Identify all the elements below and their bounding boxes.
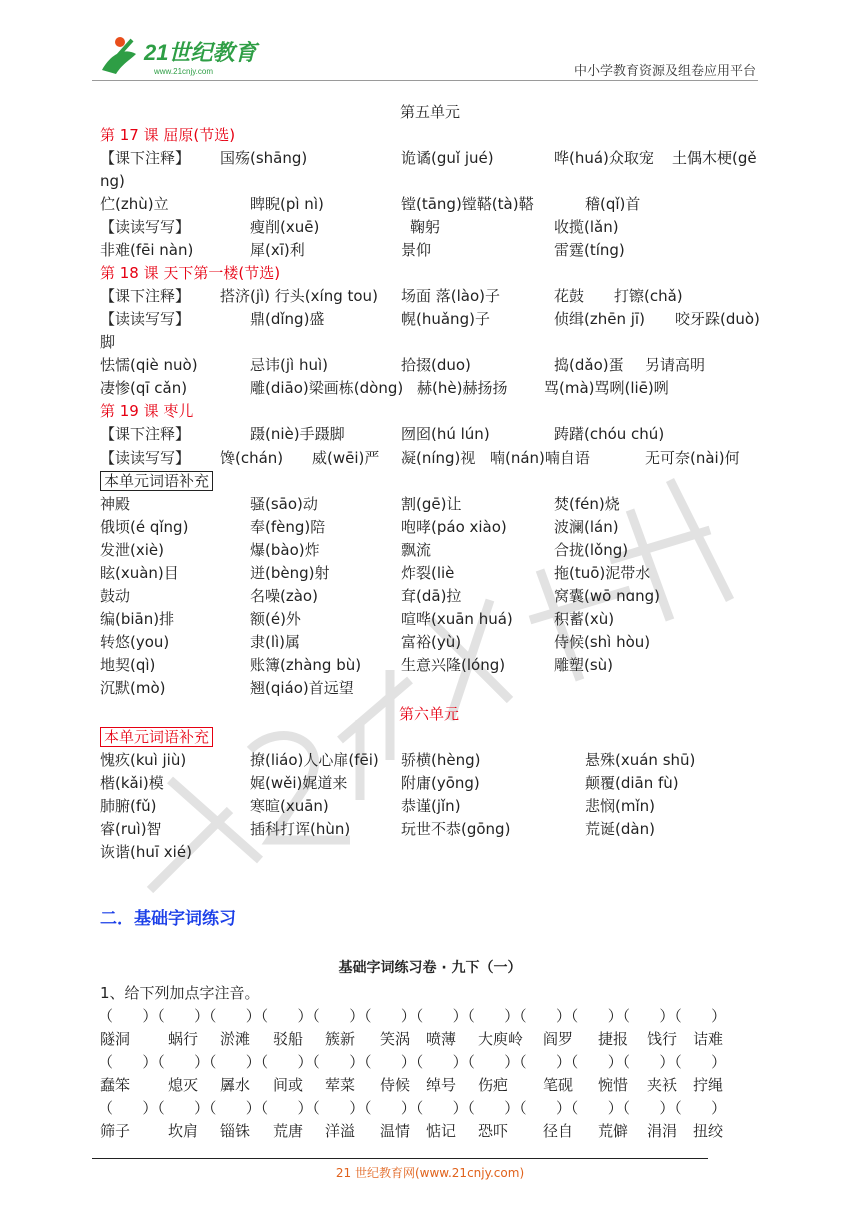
- supplement-row: [0, 608, 860, 630]
- cell: 怯懦(qiè nuò): [100, 356, 198, 374]
- header-slogan: 中小学教育资源及组卷应用平台: [573, 64, 756, 79]
- unit5-supplement-title: [100, 470, 213, 492]
- cell: 蹑(niè)手蹑脚: [250, 425, 345, 443]
- supplement-row: [0, 749, 860, 771]
- cell: 【读读写写】: [100, 449, 191, 467]
- word-cell: 荒诞(dàn): [585, 820, 655, 838]
- unit5-title: 第五单元: [399, 103, 460, 121]
- answer-blanks-row: [0, 1051, 860, 1073]
- page-header: [0, 0, 860, 90]
- unit6-supplement-title: [100, 726, 213, 748]
- lesson17-row3: [0, 216, 860, 238]
- cell: 诡谲(guǐ jué): [401, 149, 494, 167]
- cell: 赫(hè)赫扬扬: [417, 379, 508, 397]
- cell: 喃(nán)喃自语: [490, 449, 590, 467]
- supplement-row: [0, 539, 860, 561]
- word-cell: 拖(tuō)泥带水: [554, 564, 651, 582]
- supplement-row: [0, 772, 860, 794]
- word-cell: 肺腑(fǔ): [100, 797, 157, 815]
- cell: 雷霆(tíng): [554, 241, 625, 259]
- cell: 凄惨(qī cǎn): [100, 379, 188, 397]
- cell: 土偶木梗(gě: [672, 149, 757, 167]
- cell: 【课下注释】: [100, 287, 191, 305]
- word-cell: 附庸(yōng): [401, 774, 480, 792]
- cell: 幌(huǎng)子: [401, 310, 490, 328]
- word-cell: 洋溢: [325, 1122, 356, 1140]
- word-cell: 诙谐(huī xié): [100, 843, 192, 861]
- word-cell: 笑涡: [380, 1030, 411, 1048]
- cell: 拾掇(duo): [401, 356, 471, 374]
- word-cell: 耷(dā)拉: [401, 587, 462, 605]
- word-cell: 侍候(shì hòu): [554, 633, 651, 651]
- word-cell: 骄横(hèng): [401, 751, 481, 769]
- cell: 打镲(chǎ): [614, 287, 683, 305]
- word-cell: 夹袄: [647, 1076, 678, 1094]
- word-cell: 颠覆(diān fù): [585, 774, 679, 792]
- cell: 【读读写写】: [100, 218, 191, 236]
- answer-blanks[interactable]: （ ）（ ）（ ）（ ）（ ）（ ）（ ）（ ）（ ）（ ）（ ）（ ）: [98, 1007, 726, 1025]
- word-row: [0, 1028, 860, 1050]
- word-cell: 焚(fén)烧: [554, 495, 620, 513]
- supplement-row: [0, 677, 860, 699]
- word-cell: 大庾岭: [478, 1030, 524, 1048]
- word-cell: 额(é)外: [250, 610, 301, 628]
- word-cell: 楷(kǎi)模: [100, 774, 164, 792]
- word-cell: 割(gē)让: [401, 495, 462, 513]
- word-cell: 惦记: [426, 1122, 457, 1140]
- lesson19-title: 第 19 课 枣儿: [100, 402, 194, 420]
- word-row: [0, 1074, 860, 1096]
- cell: 收揽(lǎn): [554, 218, 619, 236]
- word-cell: 窝囊(wō nɑng): [554, 587, 660, 605]
- word-cell: 寒暄(xuān): [250, 797, 329, 815]
- word-cell: 转悠(you): [100, 633, 170, 651]
- word-cell: 侍候: [380, 1076, 411, 1094]
- supplement-row: [0, 631, 860, 653]
- word-cell: 迸(bèng)射: [250, 564, 330, 582]
- word-cell: 扭绞: [693, 1122, 724, 1140]
- cell: 骂(mà)骂咧(liē)咧: [544, 379, 669, 397]
- supplement-row: [0, 516, 860, 538]
- word-cell: 淤滩: [220, 1030, 251, 1048]
- word-cell: 富裕(yù): [401, 633, 462, 651]
- answer-blanks[interactable]: （ ）（ ）（ ）（ ）（ ）（ ）（ ）（ ）（ ）（ ）（ ）（ ）: [98, 1099, 726, 1117]
- lesson18-row2: [0, 308, 860, 330]
- logo-url: www.21cnjy.com: [154, 67, 213, 76]
- word-cell: 诘难: [693, 1030, 724, 1048]
- footer-text: 21 世纪教育网(www.21cnjy.com): [335, 1166, 525, 1180]
- word-cell: 雕塑(sù): [554, 656, 614, 674]
- cell: 雕(diāo)梁画栋(dòng): [250, 379, 404, 397]
- section2-heading: 二．基础字词练习: [100, 909, 236, 929]
- cell: 哗(huá)众取宠: [554, 149, 654, 167]
- cell: 搭济(jì) 行头(xíng tou): [220, 287, 378, 305]
- lesson19-row2: [0, 447, 860, 469]
- supplement-box: 本单元词语补充: [100, 471, 213, 491]
- word-cell: 蠢笨: [100, 1076, 131, 1094]
- lesson17-row2: [0, 193, 860, 215]
- answer-blanks-row: [0, 1005, 860, 1027]
- supplement-row: [0, 795, 860, 817]
- word-cell: 荤菜: [325, 1076, 356, 1094]
- word-cell: 睿(ruì)智: [100, 820, 162, 838]
- supplement-row: [0, 841, 860, 863]
- supplement-row: [0, 585, 860, 607]
- word-cell: 玩世不恭(gōng): [401, 820, 511, 838]
- cell: 【课下注释】: [100, 149, 191, 167]
- lesson19-row1: [0, 423, 860, 445]
- cell: 咬牙跺(duò): [675, 310, 760, 328]
- word-cell: 熄灭: [168, 1076, 199, 1094]
- question1: 1、给下列加点字注音。: [100, 984, 260, 1002]
- lesson17-row1b: ng): [100, 172, 125, 190]
- supplement-row: [0, 818, 860, 840]
- supplement-row: [0, 562, 860, 584]
- word-cell: 合拢(lǒng): [554, 541, 629, 559]
- word-cell: 沉默(mò): [100, 679, 166, 697]
- word-cell: 眩(xuàn)目: [100, 564, 179, 582]
- word-cell: 生意兴隆(lóng): [401, 656, 506, 674]
- word-cell: 俄顷(é qǐng): [100, 518, 189, 536]
- word-cell: 饯行: [647, 1030, 678, 1048]
- cell: 花鼓: [554, 287, 585, 305]
- lesson18-row1: [0, 285, 860, 307]
- cell: 【课下注释】: [100, 425, 191, 443]
- cell: 【读读写写】: [100, 310, 191, 328]
- supplement-box: 本单元词语补充: [100, 727, 213, 747]
- word-cell: 名噪(zào): [250, 587, 318, 605]
- cell: 非难(fēi nàn): [100, 241, 194, 259]
- cell: 镗(tāng)镗鞳(tà)鞳: [401, 195, 534, 213]
- word-cell: 恭谨(jǐn): [401, 797, 461, 815]
- answer-blanks[interactable]: （ ）（ ）（ ）（ ）（ ）（ ）（ ）（ ）（ ）（ ）（ ）（ ）: [98, 1053, 726, 1071]
- word-cell: 温情: [380, 1122, 411, 1140]
- cell: 囫囵(hú lún): [401, 425, 490, 443]
- word-cell: 神殿: [100, 495, 131, 513]
- answer-blanks-row: [0, 1097, 860, 1119]
- cell: 另请高明: [645, 356, 706, 374]
- word-cell: 筛子: [100, 1122, 131, 1140]
- word-cell: 伤疤: [478, 1076, 509, 1094]
- word-cell: 锱铢: [220, 1122, 251, 1140]
- lesson17-title: 第 17 课 屈原(节选): [100, 126, 236, 144]
- word-cell: 积蓄(xù): [554, 610, 615, 628]
- word-cell: 恐吓: [478, 1122, 509, 1140]
- lesson18-title: 第 18 课 天下第一楼(节选): [100, 264, 281, 282]
- cell: 踌躇(chóu chú): [554, 425, 665, 443]
- cell: 鼎(dǐng)盛: [250, 310, 325, 328]
- word-cell: 爆(bào)炸: [250, 541, 320, 559]
- word-cell: 间或: [273, 1076, 304, 1094]
- word-cell: 愧疚(kuì jiù): [100, 751, 187, 769]
- word-cell: 骚(sāo)动: [250, 495, 318, 513]
- word-cell: 荒僻: [598, 1122, 629, 1140]
- cell: 国殇(shāng): [220, 149, 308, 167]
- paper-title: 基础字词练习卷 · 九下（一）: [338, 960, 522, 976]
- word-cell: 插科打诨(hùn): [250, 820, 351, 838]
- cell: 鞠躬: [410, 218, 441, 236]
- site-logo: [92, 30, 272, 80]
- word-cell: 账簿(zhàng bù): [250, 656, 362, 674]
- cell: 馋(chán): [220, 449, 284, 467]
- word-cell: 飘流: [401, 541, 432, 559]
- cell: 睥睨(pì nì): [250, 195, 324, 213]
- unit6-title: 第六单元: [399, 705, 460, 723]
- lesson17-row1: [0, 147, 860, 169]
- lesson17-row4: [0, 239, 860, 261]
- word-cell: 波澜(lán): [554, 518, 619, 536]
- lesson18-row2b: 脚: [100, 333, 116, 351]
- word-cell: 捷报: [598, 1030, 629, 1048]
- word-cell: 惋惜: [598, 1076, 629, 1094]
- footer-divider: [92, 1158, 708, 1159]
- word-cell: 羼水: [220, 1076, 251, 1094]
- cell: 稽(qǐ)首: [585, 195, 641, 213]
- cell: 凝(níng)视: [401, 449, 476, 467]
- word-cell: 隧洞: [100, 1030, 131, 1048]
- word-cell: 炸裂(liè: [401, 564, 455, 582]
- cell: 忌讳(jì huì): [250, 356, 328, 374]
- word-cell: 阎罗: [543, 1030, 574, 1048]
- word-row: [0, 1120, 860, 1142]
- cell: 伫(zhù)立: [100, 195, 169, 213]
- word-cell: 蜗行: [168, 1030, 199, 1048]
- word-cell: 绰号: [426, 1076, 457, 1094]
- word-cell: 坎肩: [168, 1122, 199, 1140]
- cell: 场面 落(lào)子: [401, 287, 501, 305]
- word-cell: 咆哮(páo xiào): [401, 518, 507, 536]
- lesson18-row4: [0, 377, 860, 399]
- word-cell: 娓(wěi)娓道来: [250, 774, 348, 792]
- word-cell: 编(biān)排: [100, 610, 175, 628]
- word-cell: 拧绳: [693, 1076, 724, 1094]
- supplement-row: [0, 493, 860, 515]
- cell: 侦缉(zhēn jī): [554, 310, 645, 328]
- word-cell: 悬殊(xuán shū): [585, 751, 696, 769]
- cell: 景仰: [401, 241, 432, 259]
- cell: 威(wēi)严: [312, 449, 380, 467]
- word-cell: 奉(fèng)陪: [250, 518, 326, 536]
- word-cell: 喷薄: [426, 1030, 457, 1048]
- cell: 无可奈(nài)何: [645, 449, 740, 467]
- cell: 捣(dǎo)蛋: [554, 356, 624, 374]
- word-cell: 鼓动: [100, 587, 131, 605]
- word-cell: 发泄(xiè): [100, 541, 164, 559]
- lesson18-row3: [0, 354, 860, 376]
- cell: 瘦削(xuē): [250, 218, 320, 236]
- cell: 犀(xī)利: [250, 241, 305, 259]
- supplement-row: [0, 654, 860, 676]
- word-cell: 径自: [543, 1122, 574, 1140]
- word-cell: 簇新: [325, 1030, 356, 1048]
- word-cell: 翘(qiáo)首远望: [250, 679, 354, 697]
- word-cell: 荒唐: [273, 1122, 304, 1140]
- word-cell: 喧哗(xuān huá): [401, 610, 513, 628]
- logo-text: 21世纪教育: [144, 40, 257, 65]
- header-divider: [92, 80, 758, 81]
- word-cell: 驳船: [273, 1030, 304, 1048]
- word-cell: 涓涓: [647, 1122, 678, 1140]
- word-cell: 悲悯(mǐn): [585, 797, 655, 815]
- word-cell: 隶(lì)属: [250, 633, 301, 651]
- word-cell: 撩(liáo)人心扉(fēi): [250, 751, 379, 769]
- word-cell: 地契(qì): [100, 656, 156, 674]
- word-cell: 笔砚: [543, 1076, 574, 1094]
